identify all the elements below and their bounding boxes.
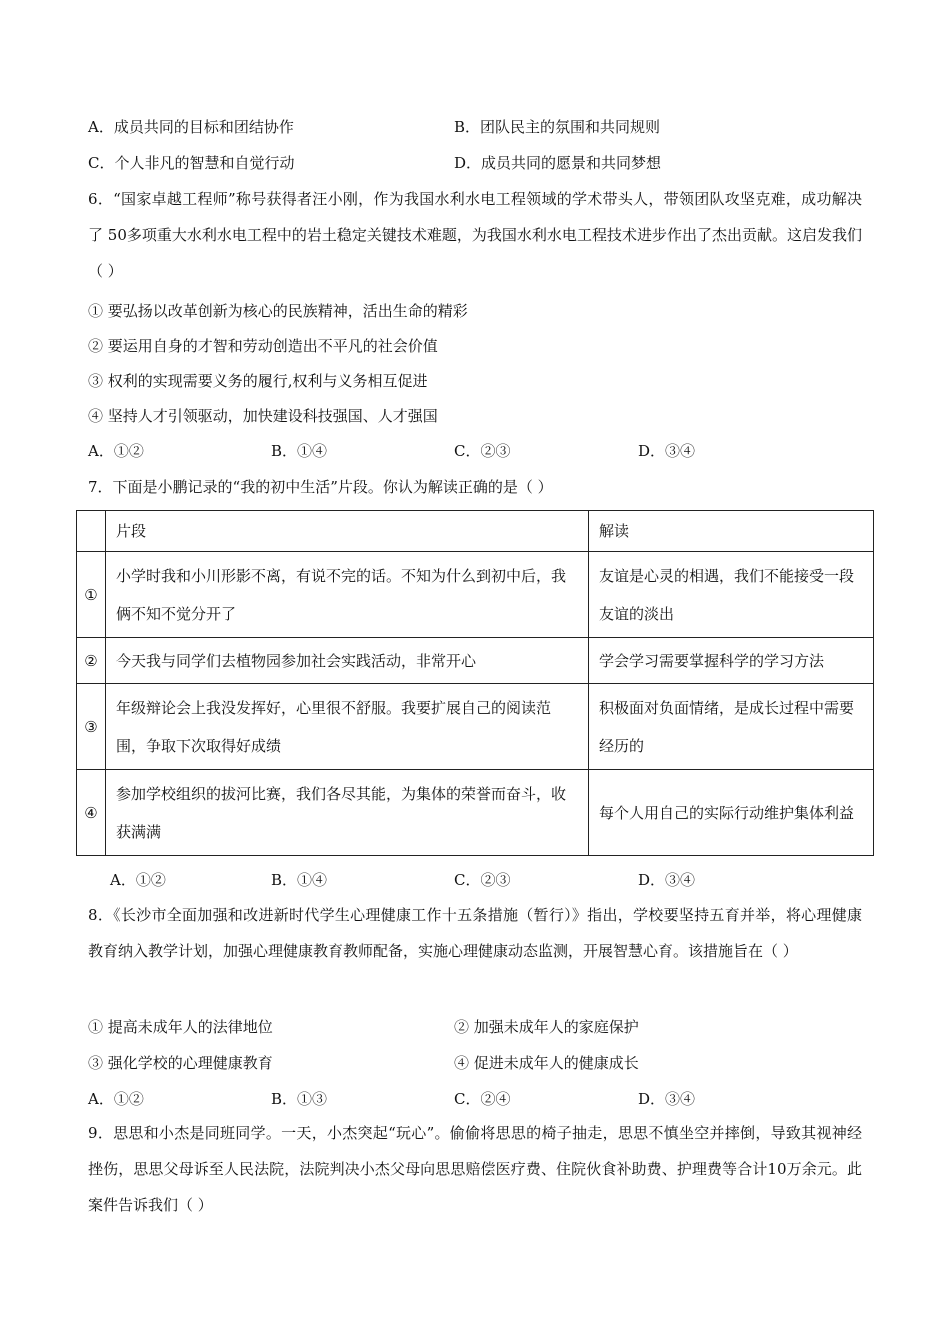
q6-item-2: ② 要运用自身的才智和劳动创造出不平凡的社会价值 (88, 337, 438, 355)
q7-option-c: C．②③ (454, 871, 511, 889)
q6-item-3: ③ 权利的实现需要义务的履行,权利与义务相互促进 (88, 372, 428, 390)
q8-option-b: B．①③ (271, 1090, 328, 1108)
row-segment: 年级辩论会上我没发挥好，心里很不舒服。我要扩展自己的阅读范围，争取下次取得好成绩 (106, 684, 589, 770)
q8-item-2: ② 加强未成年人的家庭保护 (454, 1018, 639, 1036)
q9-stem: 9．思思和小杰是同班同学。一天，小杰突起“玩心”。偷偷将思思的椅子抽走，思思不慎坐空并摔倒，导致其视神经挫伤，思思父母诉至人民法院，法院判决小杰父母向思思赔偿医疗费、住院伙食补助费、护理费等合计10万余元。此案件告诉我们（ ） (88, 1124, 862, 1214)
q7-option-d: D．③④ (638, 871, 696, 889)
q5-option-b: B．团队民主的氛围和共同规则 (454, 118, 661, 136)
table-header-segment: 片段 (106, 511, 589, 552)
row-segment: 小学时我和小川形影不离，有说不完的话。不知为什么到初中后，我俩不知不觉分开了 (106, 552, 589, 638)
row-number: ③ (77, 684, 106, 770)
q6-item-4: ④ 坚持人才引领驱动，加快建设科技强国、人才强国 (88, 407, 438, 425)
row-reading: 积极面对负面情绪，是成长过程中需要经历的 (589, 684, 874, 770)
q8-stem: 8．《长沙市全面加强和改进新时代学生心理健康工作十五条措施（暂行）》指出，学校要坚持五育并举，将心理健康教育纳入教学计划，加强心理健康教育教师配备，实施心理健康动态监测，开展智慧心育。该措施旨在（ ） (88, 906, 862, 960)
q8-item-1: ① 提高未成年人的法律地位 (88, 1018, 273, 1036)
q6-option-d: D．③④ (638, 442, 696, 460)
row-reading: 每个人用自己的实际行动维护集体利益 (589, 770, 874, 856)
row-segment: 参加学校组织的拔河比赛，我们各尽其能，为集体的荣誉而奋斗，收获满满 (106, 770, 589, 856)
q6-option-b: B．①④ (271, 442, 328, 460)
q8-option-a: A．①② (88, 1090, 144, 1108)
q8-item-4: ④ 促进未成年人的健康成长 (454, 1054, 639, 1072)
q6-item-1: ① 要弘扬以改革创新为核心的民族精神，活出生命的精彩 (88, 302, 468, 320)
row-segment: 今天我与同学们去植物园参加社会实践活动，非常开心 (106, 638, 589, 684)
table-row (77, 638, 874, 684)
q5-option-d: D．成员共同的愿景和共同梦想 (454, 154, 662, 172)
table-row (77, 770, 874, 856)
table-header-row (77, 511, 874, 552)
q7-option-a: A．①② (110, 871, 166, 889)
q7-option-b: B．①④ (271, 871, 328, 889)
table-row (77, 684, 874, 770)
q5-option-a: A．成员共同的目标和团结协作 (88, 118, 294, 136)
q8-option-d: D．③④ (638, 1090, 696, 1108)
q6-option-a: A．①② (88, 442, 144, 460)
q6-stem: 6．“国家卓越工程师”称号获得者汪小刚，作为我国水利水电工程领域的学术带头人，带领团队攻坚克难，成功解决了 50多项重大水利水电工程中的岩土稳定关键技术难题，为我国水利水电工程技术进步作出了杰出贡献。这启发我们（ ） (88, 190, 862, 280)
q7-table (76, 510, 874, 856)
q7-stem: 7．下面是小鹏记录的“我的初中生活”片段。你认为解读正确的是（ ） (88, 478, 553, 496)
row-reading: 友谊是心灵的相遇，我们不能接受一段友谊的淡出 (589, 552, 874, 638)
q8-option-c: C．②④ (454, 1090, 511, 1108)
row-number: ① (77, 552, 106, 638)
table-header-reading: 解读 (589, 511, 874, 552)
table-header-num (77, 511, 106, 552)
q5-option-c: C．个人非凡的智慧和自觉行动 (88, 154, 295, 172)
row-number: ④ (77, 770, 106, 856)
q6-option-c: C．②③ (454, 442, 511, 460)
row-reading: 学会学习需要掌握科学的学习方法 (589, 638, 874, 684)
row-number: ② (77, 638, 106, 684)
q8-item-3: ③ 强化学校的心理健康教育 (88, 1054, 273, 1072)
table-row (77, 552, 874, 638)
